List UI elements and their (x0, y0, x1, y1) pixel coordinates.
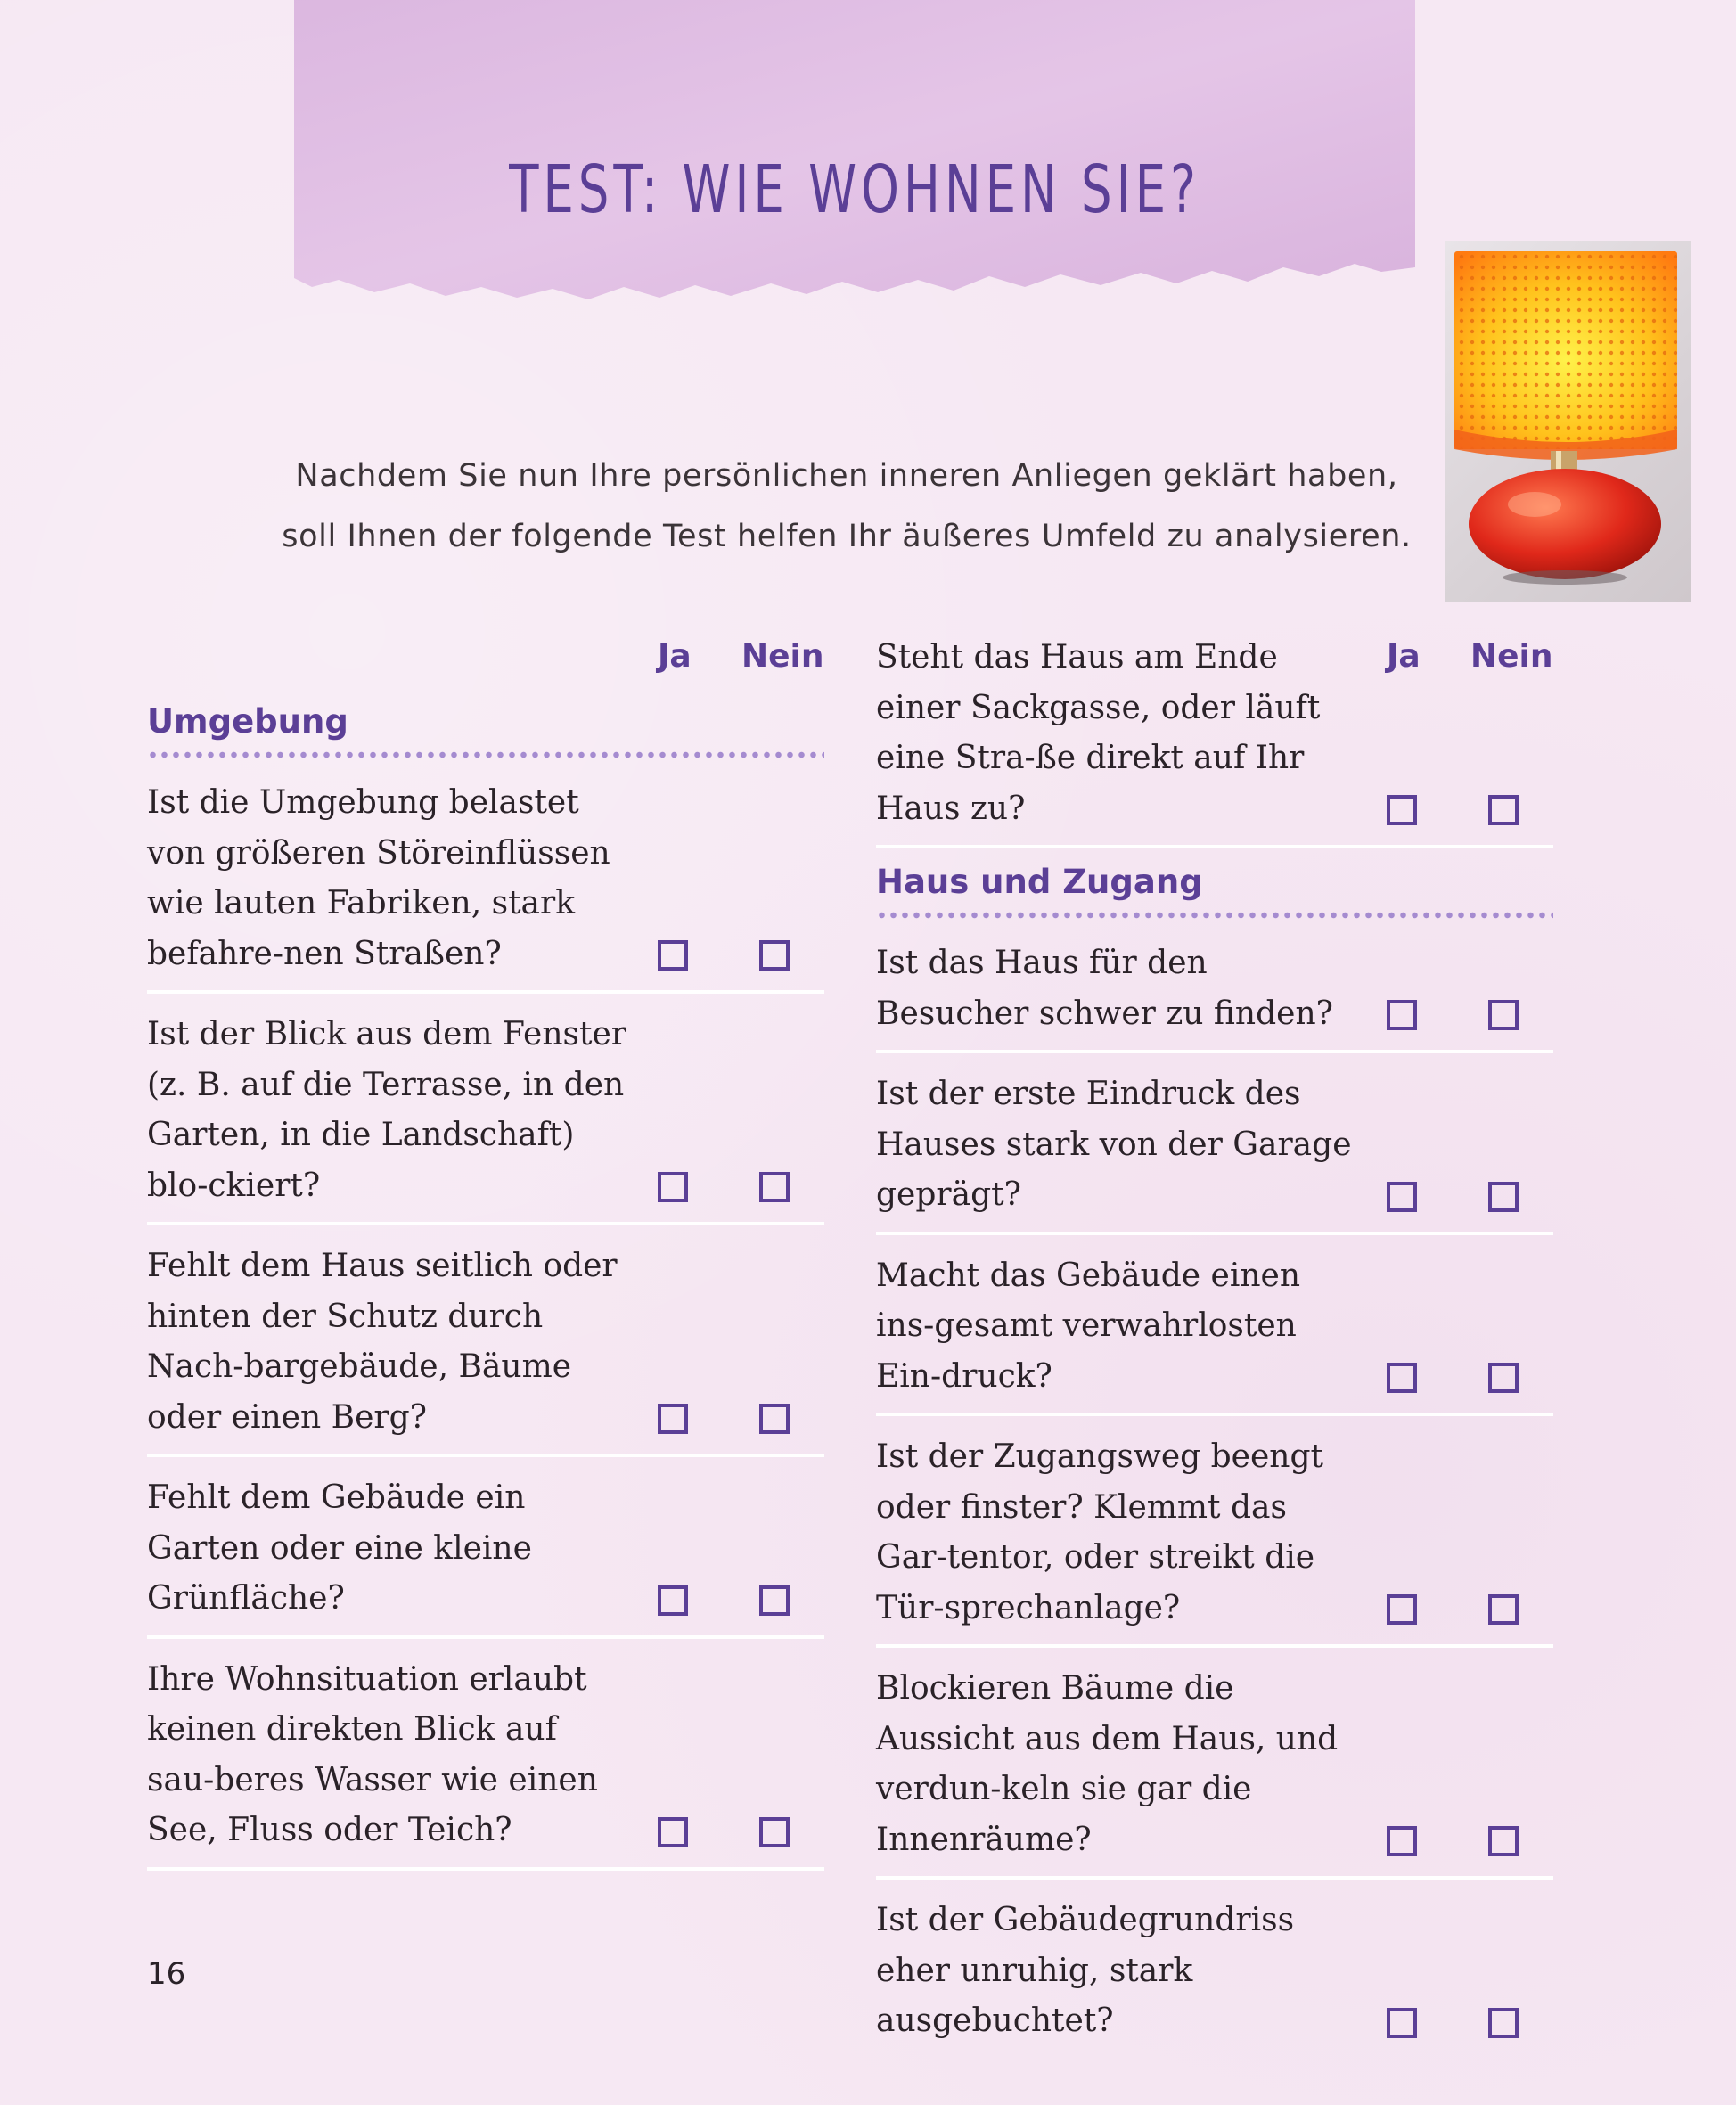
page-title: TEST: WIE WOHNEN SIE? (509, 152, 1200, 228)
dotted-divider (876, 912, 1553, 919)
checkbox-nein[interactable] (759, 1172, 790, 1202)
header-ja: Ja (658, 638, 692, 675)
checkbox-nein[interactable] (1488, 1826, 1519, 1856)
checkbox-ja[interactable] (1387, 2008, 1417, 2038)
question-text: Ist das Haus für den Besucher schwer zu finden? (876, 945, 1333, 1032)
checkbox-ja[interactable] (658, 1404, 688, 1434)
checkbox-nein[interactable] (1488, 1594, 1519, 1625)
header-nein: Nein (741, 638, 824, 675)
page-number: 16 (147, 1956, 186, 1992)
answer-header (147, 633, 824, 697)
question-row (876, 1425, 1553, 1648)
checkbox-nein[interactable] (1488, 1000, 1519, 1030)
question-text: Fehlt dem Haus seitlich oder hinten der Schutz durch Nach-bargebäude, Bäume oder einen Berg? (147, 1248, 618, 1436)
header-ja: Ja (1387, 638, 1421, 675)
question-row (876, 1244, 1553, 1417)
left-column (147, 633, 824, 1880)
question-text: Fehlt dem Gebäude ein Garten oder eine kleine Grünfläche? (147, 1479, 532, 1617)
question-row (147, 1466, 824, 1639)
checkbox-nein[interactable] (759, 1817, 790, 1847)
checkbox-nein[interactable] (1488, 2008, 1519, 2038)
question-text: Ist der Gebäudegrundriss eher unruhig, stark ausgebuchtet? (876, 1902, 1295, 2039)
checkbox-nein[interactable] (759, 1585, 790, 1616)
question-text: Macht das Gebäude einen ins-gesamt verwahrlosten Ein-druck? (876, 1257, 1301, 1395)
checkbox-ja[interactable] (1387, 1594, 1417, 1625)
checkbox-nein[interactable] (759, 940, 790, 971)
question-row (147, 1234, 824, 1457)
question-text: Blockieren Bäume die Aussicht aus dem Haus, und verdun-keln sie gar die Innenräume? (876, 1670, 1339, 1858)
question-row (876, 1062, 1553, 1235)
checkbox-ja[interactable] (658, 940, 688, 971)
checkbox-nein[interactable] (1488, 1363, 1519, 1393)
section-title-umgebung: Umgebung (147, 702, 348, 741)
question-row (147, 1003, 824, 1225)
checkbox-ja[interactable] (658, 1817, 688, 1847)
checkbox-ja[interactable] (1387, 1826, 1417, 1856)
header-nein: Nein (1470, 638, 1553, 675)
checkbox-nein[interactable] (1488, 1182, 1519, 1212)
lamp-photo (1445, 241, 1691, 602)
question-row (876, 1657, 1553, 1880)
intro-line-1: Nachdem Sie nun Ihre persönlichen inneren Anliegen geklärt haben, (295, 458, 1398, 494)
checkbox-nein[interactable] (759, 1404, 790, 1434)
question-text: Ist der Zugangsweg beengt oder finster? Klemmt das Gar-tentor, oder streikt die Tür-sprechanlage? (876, 1438, 1323, 1626)
question-text: Ist der erste Eindruck des Hauses stark von der Garage geprägt? (876, 1076, 1352, 1213)
question-row (876, 626, 1553, 848)
question-row (876, 1888, 1553, 2058)
question-text: Ist der Blick aus dem Fenster (z. B. auf die Terrasse, in den Garten, in die Landschaft) blo-ckiert? (147, 1016, 626, 1204)
intro-line-2: soll Ihnen der folgende Test helfen Ihr äußeres Umfeld zu analysieren. (282, 519, 1412, 554)
checkbox-ja[interactable] (1387, 795, 1417, 825)
checkbox-ja[interactable] (658, 1172, 688, 1202)
question-text: Ihre Wohnsituation erlaubt keinen direkten Blick auf sau-beres Wasser wie einen See, Fluss oder Teich? (147, 1660, 598, 1848)
question-row (147, 771, 824, 994)
question-text: Ist die Umgebung belastet von größeren Störeinflüssen wie lauten Fabriken, stark befahre-nen Straßen? (147, 784, 610, 972)
section-title-haus-und-zugang: Haus und Zugang (876, 863, 1203, 901)
checkbox-nein[interactable] (1488, 795, 1519, 825)
table-lamp-icon (1445, 241, 1691, 602)
checkbox-ja[interactable] (1387, 1182, 1417, 1212)
question-row (147, 1648, 824, 1871)
question-text: Steht das Haus am Ende einer Sackgasse, oder läuft eine Stra-ße direkt auf Ihr Haus zu? (876, 639, 1321, 827)
checkbox-ja[interactable] (1387, 1363, 1417, 1393)
checkbox-ja[interactable] (1387, 1000, 1417, 1030)
question-row (876, 931, 1553, 1053)
checkbox-ja[interactable] (658, 1585, 688, 1616)
dotted-divider (147, 751, 824, 758)
right-column (876, 633, 1553, 2067)
intro-text (250, 446, 1444, 567)
